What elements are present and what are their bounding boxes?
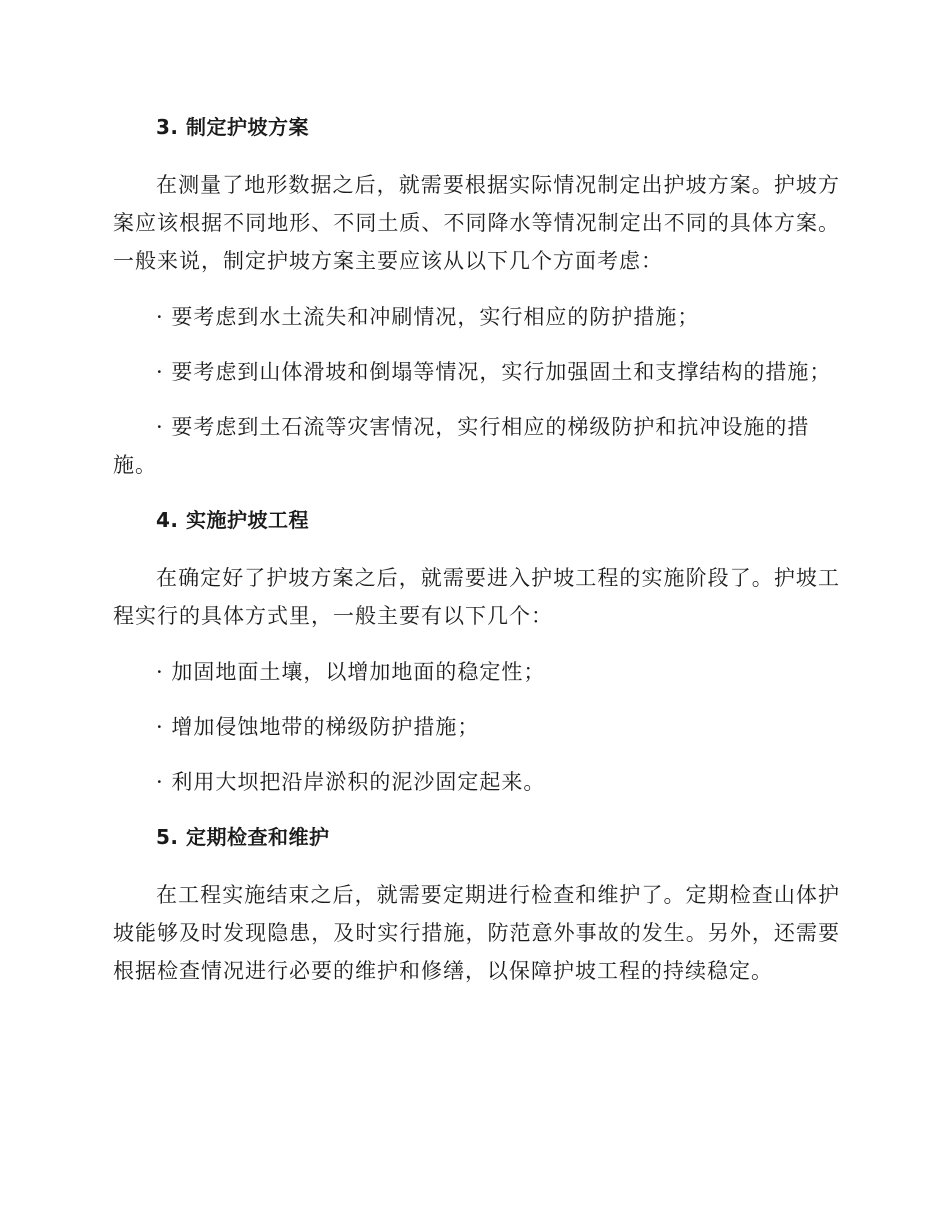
section-3 — [113, 108, 840, 484]
section-heading: 5. 定期检查和维护 — [156, 825, 330, 849]
section-5 — [113, 818, 840, 990]
bullet-item: · 加固地面土壤，以增加地面的稳定性； — [156, 660, 546, 684]
section-paragraph: 在工程实施结束之后，就需要定期进行检查和维护了。定期检查山体护坡能够及时发现隐患，及时实行措施，防范意外事故的发生。另外，还需要根据检查情况进行必要的维护和修缮，以保障护坡工程的持续稳定。 — [113, 883, 840, 983]
document-body — [113, 108, 840, 1008]
bullet-item: · 要考虑到水土流失和冲刷情况，实行相应的防护措施； — [156, 305, 700, 329]
section-paragraph: 在测量了地形数据之后，就需要根据实际情况制定出护坡方案。护坡方案应该根据不同地形、不同土质、不同降水等情况制定出不同的具体方案。一般来说，制定护坡方案主要应该从以下几个方面考虑： — [113, 173, 840, 273]
bullet-item: · 要考虑到土石流等灾害情况，实行相应的梯级防护和抗冲设施的措施。 — [113, 415, 810, 477]
bullet-item: · 利用大坝把沿岸淤积的泥沙固定起来。 — [156, 770, 546, 794]
section-paragraph: 在确定好了护坡方案之后，就需要进入护坡工程的实施阶段了。护坡工程实行的具体方式里，一般主要有以下几个： — [113, 566, 840, 628]
section-heading: 3. 制定护坡方案 — [156, 115, 309, 139]
section-heading: 4. 实施护坡工程 — [156, 508, 309, 532]
section-4 — [113, 501, 840, 801]
bullet-item: · 要考虑到山体滑坡和倒塌等情况，实行加强固土和支撑结构的措施； — [156, 360, 832, 384]
bullet-item: · 增加侵蚀地带的梯级防护措施； — [156, 715, 480, 739]
